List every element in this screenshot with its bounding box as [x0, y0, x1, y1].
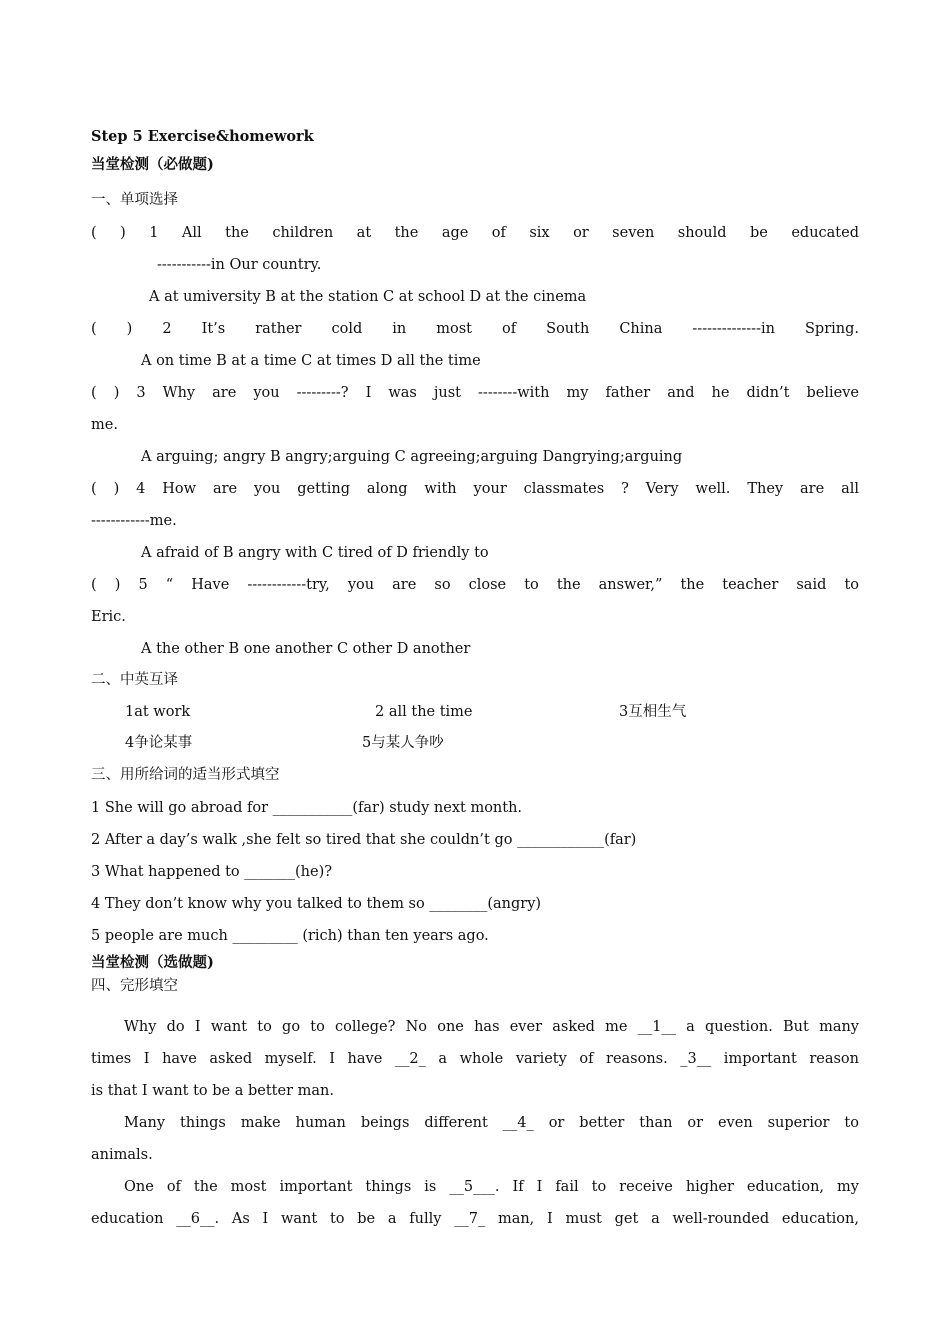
cloze-paragraph-3-line-1: One of the most important things is __5___. If I fail to receive higher education, my	[124, 1179, 859, 1195]
question-3-line-1: ( ) 3 Why are you ---------? I was just --------with my father and he didn’t believe	[91, 385, 859, 401]
question-3-line-2: me.	[91, 417, 118, 433]
question-5-options: A the other B one another C other D another	[141, 641, 471, 657]
translation-item-4: 4争论某事	[125, 735, 193, 751]
cloze-paragraph-1-line-2: times I have asked myself. I have __2_ a whole variety of reasons. _3__ important reason	[91, 1051, 859, 1067]
fill-blank-1: 1 She will go abroad for ___________(far) study next month.	[91, 800, 523, 816]
translation-item-1: 1at work	[125, 704, 191, 720]
translation-item-5: 5与某人争吵	[362, 735, 444, 751]
part4-title: 四、完形填空	[91, 978, 178, 994]
question-2-options: A on time B at a time C at times D all the time	[141, 353, 481, 369]
cloze-paragraph-1-line-3: is that I want to be a better man.	[91, 1083, 334, 1099]
part3-title: 三、用所给词的适当形式填空	[91, 767, 280, 783]
part2-title: 二、中英互译	[91, 672, 178, 688]
section-optional-title: 当堂检测（选做题)	[91, 954, 214, 971]
question-3-options: A arguing; angry B angry;arguing C agreeing;arguing Dangrying;arguing	[141, 449, 683, 465]
translation-item-2: 2 all the time	[375, 704, 473, 720]
cloze-paragraph-2-line-1: Many things make human beings different __4_ or better than or even superior to	[124, 1115, 859, 1131]
question-4-line-2: ------------me.	[91, 513, 177, 529]
question-5-line-1: ( ) 5 “ Have ------------try, you are so close to the answer,” the teacher said to	[91, 577, 859, 593]
question-1-line-2: -----------in Our country.	[157, 257, 322, 273]
fill-blank-4: 4 They don’t know why you talked to them so ________(angry)	[91, 896, 542, 912]
question-1-line-1: ( ) 1 All the children at the age of six or seven should be educated	[91, 225, 859, 241]
cloze-paragraph-2-line-2: animals.	[91, 1147, 153, 1163]
cloze-paragraph-1-line-1: Why do I want to go to college? No one has ever asked me __1__ a question. But many	[124, 1019, 859, 1035]
fill-blank-3: 3 What happened to _______(he)?	[91, 864, 333, 880]
question-4-line-1: ( ) 4 How are you getting along with your classmates ? Very well. They are all	[91, 481, 859, 497]
page-heading: Step 5 Exercise&homework	[91, 128, 314, 145]
translation-item-3: 3互相生气	[619, 704, 687, 720]
question-2-line-1: ( ) 2 It’s rather cold in most of South China --------------in Spring.	[91, 321, 859, 337]
fill-blank-2: 2 After a day’s walk ,she felt so tired that she couldn’t go ____________(far)	[91, 832, 637, 848]
cloze-paragraph-3-line-2: education __6__. As I want to be a fully __7_ man, I must get a well-rounded education,	[91, 1211, 859, 1227]
section-required-title: 当堂检测（必做题)	[91, 156, 214, 173]
part1-title: 一、单项选择	[91, 192, 178, 208]
fill-blank-5: 5 people are much _________ (rich) than ten years ago.	[91, 928, 489, 944]
question-5-line-2: Eric.	[91, 609, 126, 625]
question-4-options: A afraid of B angry with C tired of D friendly to	[141, 545, 489, 561]
question-1-options: A at umiversity B at the station C at school D at the cinema	[149, 289, 587, 305]
